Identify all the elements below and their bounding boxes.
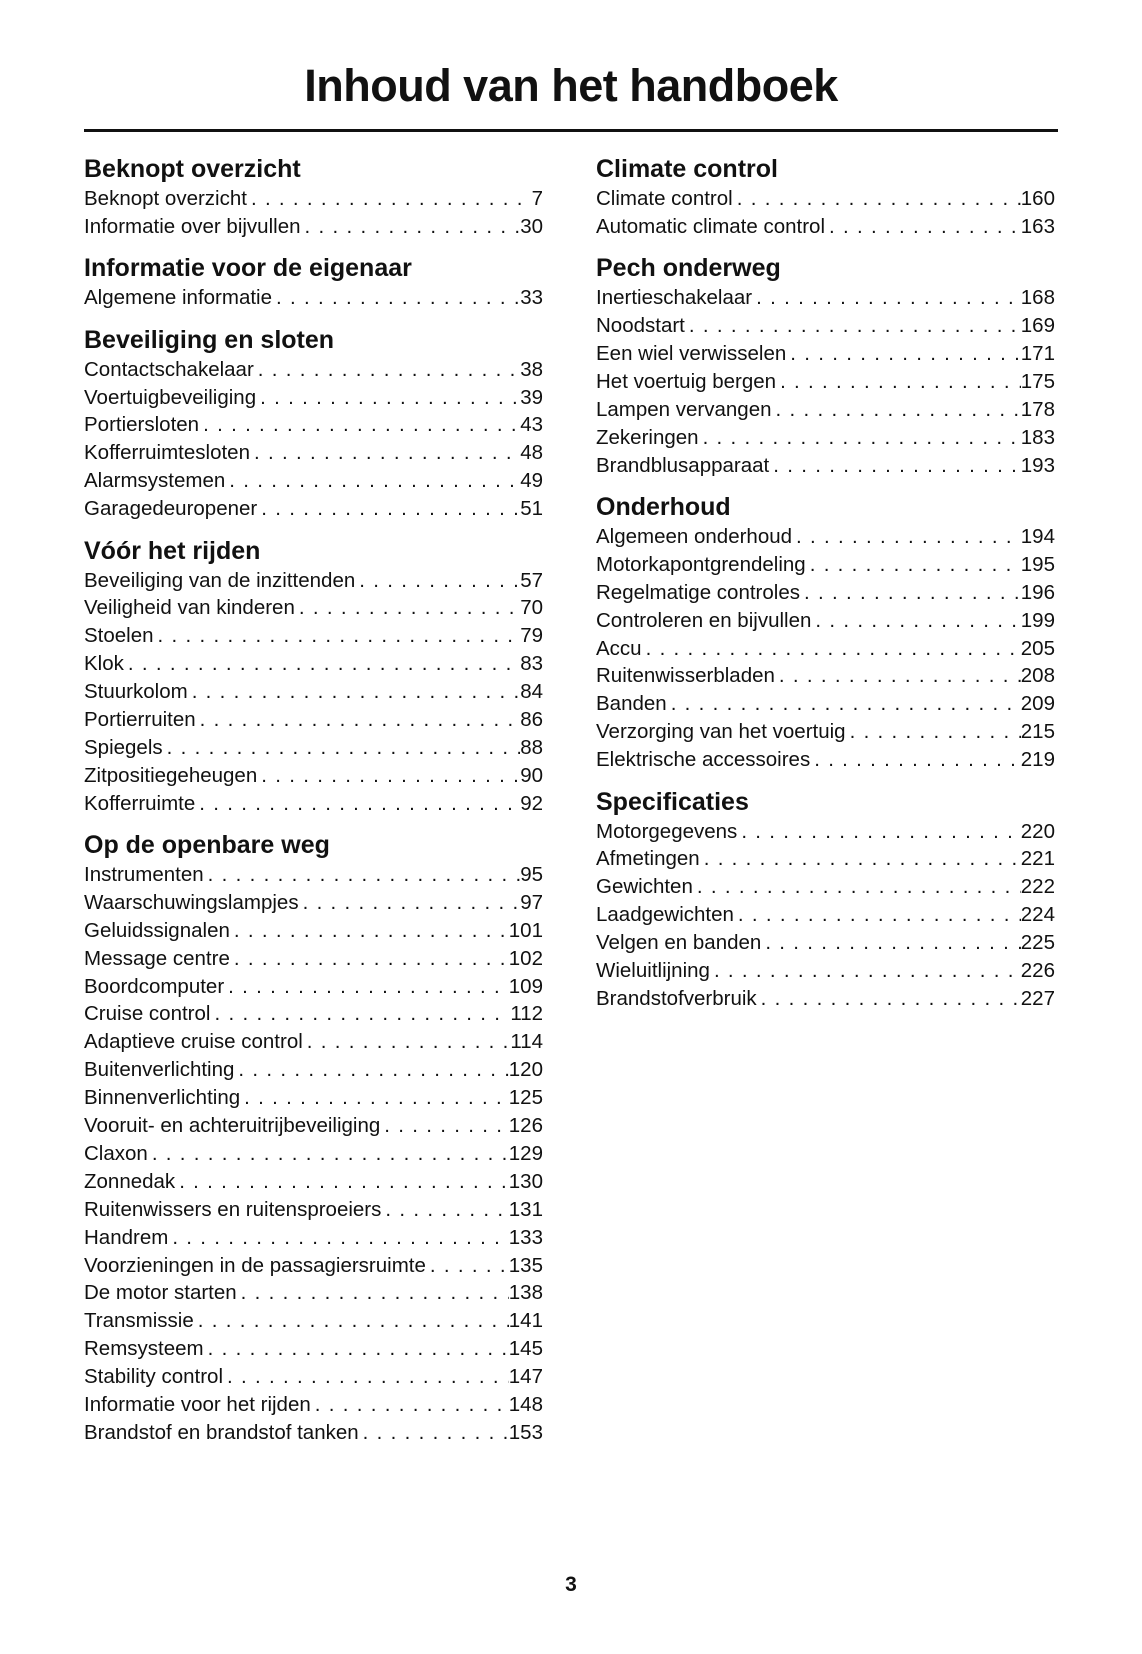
entry-label: Spiegels (84, 735, 163, 759)
toc-entry[interactable] (84, 495, 543, 523)
dot-leader (761, 929, 1020, 957)
toc-entry[interactable] (84, 1363, 543, 1391)
dot-leader (642, 635, 1021, 663)
entry-page-number: 222 (1020, 875, 1055, 899)
toc-entry[interactable] (596, 185, 1055, 213)
toc-entry[interactable] (596, 284, 1055, 312)
entry-label: Climate control (596, 187, 733, 210)
dot-leader (299, 889, 521, 917)
toc-entry[interactable] (84, 889, 543, 917)
entry-page-number: 48 (520, 441, 543, 465)
entry-label: Ruitenwissers en ruitensproeiers (84, 1197, 382, 1221)
entry-page-number: 30 (520, 214, 543, 238)
entry-page-number: 95 (520, 863, 543, 887)
entry-label: Cruise control (84, 1002, 211, 1026)
toc-entry[interactable] (596, 312, 1055, 340)
entry-page-number: 195 (1020, 552, 1055, 576)
toc-entry[interactable] (596, 690, 1055, 718)
dot-leader (699, 424, 1021, 452)
dot-leader (148, 1140, 509, 1168)
entry-page-number: 125 (508, 1086, 543, 1110)
entry-label: Noodstart (596, 314, 685, 338)
dot-leader (256, 384, 520, 412)
toc-entry[interactable] (596, 213, 1055, 241)
dot-leader (250, 439, 520, 467)
dot-leader (194, 1307, 509, 1335)
entry-label: Zekeringen (596, 425, 699, 449)
entry-label: Het voertuig bergen (596, 369, 777, 393)
section-heading: Pech onderweg (596, 254, 781, 283)
toc-entry[interactable] (84, 1391, 543, 1419)
dot-leader (776, 368, 1021, 396)
entry-label: Contactschakelaar (84, 357, 254, 381)
entry-page-number: 90 (520, 763, 543, 787)
dot-leader (247, 185, 521, 213)
toc-entry[interactable] (84, 917, 543, 945)
dot-leader (786, 340, 1021, 368)
dot-leader (301, 213, 521, 241)
entry-page-number: 79 (520, 624, 543, 648)
entry-page-number: 226 (1020, 958, 1055, 982)
toc-entry[interactable] (596, 845, 1055, 873)
toc-entry[interactable] (596, 957, 1055, 985)
page-title: Inhoud van het handboek (304, 60, 838, 111)
entry-label: Afmetingen (596, 847, 700, 871)
toc-section (84, 830, 543, 1447)
entry-page-number: 168 (1020, 286, 1055, 310)
section-heading: Climate control (596, 155, 778, 183)
entry-label: Zonnedak (84, 1169, 176, 1193)
entry-label: Laadgewichten (596, 903, 734, 927)
entry-page-number: 83 (520, 652, 543, 676)
toc-right-column (596, 154, 1055, 1025)
entry-page-number: 215 (1020, 720, 1055, 744)
entry-page-number: 224 (1020, 903, 1055, 927)
entry-page-number: 102 (508, 946, 543, 970)
entry-label: Kofferruimtesloten (84, 441, 250, 465)
entry-label: Lampen vervangen (596, 397, 772, 421)
dot-leader (272, 284, 520, 312)
entry-label: Een wiel verwisselen (596, 342, 787, 366)
entry-page-number: 101 (508, 918, 543, 942)
entry-page-number: 130 (508, 1169, 543, 1193)
entry-label: Instrumenten (84, 863, 204, 887)
dot-leader (230, 917, 509, 945)
toc-entry[interactable] (596, 368, 1055, 396)
toc-entry[interactable] (84, 1000, 543, 1028)
dot-leader (667, 690, 1021, 718)
entry-label: Informatie voor het rijden (84, 1392, 311, 1416)
dot-leader (426, 1252, 509, 1280)
entry-page-number: 92 (520, 791, 543, 815)
entry-label: Brandstofverbruik (596, 986, 757, 1010)
dot-leader (380, 1112, 509, 1140)
dot-leader (175, 1168, 509, 1196)
toc-entry[interactable] (596, 424, 1055, 452)
dot-leader (769, 452, 1021, 480)
toc-entry[interactable] (596, 551, 1055, 579)
dot-leader (737, 818, 1020, 846)
entry-label: Automatic climate control (596, 214, 826, 238)
entry-label: Waarschuwingslampjes (84, 890, 299, 914)
entry-label: Boordcomputer (84, 974, 225, 998)
entry-label: Banden (596, 692, 667, 716)
entry-label: Zitpositiegeheugen (84, 763, 258, 787)
entry-page-number: 219 (1020, 748, 1055, 772)
entry-page-number: 126 (508, 1114, 543, 1138)
toc-section (596, 154, 1055, 241)
entry-label: Message centre (84, 946, 230, 970)
entry-page-number: 227 (1020, 986, 1055, 1010)
toc-entry[interactable] (596, 340, 1055, 368)
dot-leader (734, 901, 1021, 929)
entry-label: Velgen en banden (596, 931, 762, 955)
toc-left-column (84, 154, 543, 1459)
entry-label: Remsysteem (84, 1337, 204, 1361)
toc-entry[interactable] (84, 650, 543, 678)
dot-leader (685, 312, 1021, 340)
entry-page-number: 120 (508, 1058, 543, 1082)
entry-label: Verzorging van het voertuig (596, 720, 846, 744)
toc-entry[interactable] (84, 1140, 543, 1168)
toc-entry[interactable] (84, 467, 543, 495)
page-number: 3 (565, 1573, 577, 1596)
entry-label: Stoelen (84, 624, 154, 648)
toc-entry[interactable] (84, 1335, 543, 1363)
toc-entry[interactable] (84, 1168, 543, 1196)
toc-entry[interactable] (596, 901, 1055, 929)
entry-label: Brandblusapparaat (596, 453, 770, 477)
entry-page-number: 193 (1020, 453, 1055, 477)
entry-page-number: 171 (1020, 342, 1055, 366)
dot-leader (733, 185, 1021, 213)
toc-entry[interactable] (596, 635, 1055, 663)
entry-label: Veiligheid van kinderen (84, 596, 295, 620)
entry-label: Stuurkolom (84, 680, 188, 704)
entry-label: Adaptieve cruise control (84, 1030, 303, 1054)
entry-label: Algemeen onderhoud (596, 525, 793, 549)
dot-leader (825, 213, 1021, 241)
dot-leader (188, 678, 521, 706)
dot-leader (199, 411, 520, 439)
dot-leader (254, 356, 520, 384)
toc-entry[interactable] (596, 662, 1055, 690)
entry-label: Geluidssignalen (84, 918, 230, 942)
dot-leader (757, 985, 1021, 1013)
entry-label: Claxon (84, 1141, 148, 1165)
entry-label: Inertieschakelaar (596, 286, 753, 310)
entry-page-number: 43 (520, 413, 543, 437)
entry-label: Wieluitlijning (596, 958, 710, 982)
toc-entry[interactable] (84, 790, 543, 818)
dot-leader (355, 567, 520, 595)
entry-page-number: 169 (1020, 314, 1055, 338)
entry-label: Buitenverlichting (84, 1058, 235, 1082)
dot-leader (204, 861, 521, 889)
section-heading: Informatie voor de eigenaar (84, 254, 412, 283)
toc-entry[interactable] (84, 973, 543, 1001)
entry-label: Handrem (84, 1225, 169, 1249)
entry-label: Ruitenwisserbladen (596, 664, 775, 688)
toc-entry[interactable] (84, 1056, 543, 1084)
entry-page-number: 194 (1020, 525, 1055, 549)
toc-section (596, 492, 1055, 774)
toc-entry[interactable] (84, 411, 543, 439)
dot-leader (168, 1224, 508, 1252)
entry-label: De motor starten (84, 1281, 237, 1305)
entry-label: Beveiliging van de inzittenden (84, 568, 356, 592)
toc-entry[interactable] (596, 396, 1055, 424)
dot-leader (772, 396, 1021, 424)
dot-leader (210, 1000, 510, 1028)
dot-leader (810, 746, 1021, 774)
entry-label: Vooruit- en achteruitrijbeveiliging (84, 1114, 381, 1138)
entry-page-number: 220 (1020, 819, 1055, 843)
entry-label: Voertuigbeveiliging (84, 385, 257, 409)
entry-label: Garagedeuropener (84, 497, 258, 521)
entry-page-number: 196 (1020, 580, 1055, 604)
toc-entry[interactable] (84, 439, 543, 467)
dot-leader (792, 523, 1021, 551)
toc-entry[interactable] (84, 1252, 543, 1280)
section-heading: Beknopt overzicht (84, 155, 301, 183)
entry-page-number: 33 (520, 286, 543, 310)
section-heading: Op de openbare weg (84, 831, 330, 860)
entry-label: Accu (596, 636, 642, 660)
toc-entry[interactable] (84, 861, 543, 889)
toc-entry[interactable] (84, 185, 543, 213)
entry-page-number: 97 (520, 890, 543, 914)
entry-label: Elektrische accessoires (596, 748, 811, 772)
dot-leader (806, 551, 1021, 579)
dot-leader (124, 650, 520, 678)
dot-leader (295, 594, 520, 622)
dot-leader (303, 1028, 511, 1056)
entry-page-number: 199 (1020, 608, 1055, 632)
toc-entry[interactable] (84, 1084, 543, 1112)
toc-entry[interactable] (596, 985, 1055, 1013)
toc-entry[interactable] (84, 384, 543, 412)
entry-page-number: 209 (1020, 692, 1055, 716)
toc-entry[interactable] (84, 1279, 543, 1307)
entry-label: Kofferruimte (84, 791, 196, 815)
entry-page-number: 57 (520, 568, 543, 592)
entry-label: Brandstof en brandstof tanken (84, 1420, 359, 1444)
title-divider (84, 129, 1058, 132)
toc-entry[interactable] (596, 607, 1055, 635)
toc-entry[interactable] (596, 746, 1055, 774)
section-heading: Beveiliging en sloten (84, 325, 335, 354)
dot-leader (204, 1335, 509, 1363)
toc-entry[interactable] (84, 213, 543, 241)
entry-label: Informatie over bijvullen (84, 214, 301, 238)
entry-page-number: 86 (520, 707, 543, 731)
toc-entry[interactable] (84, 1028, 543, 1056)
dot-leader (240, 1084, 509, 1112)
dot-leader (237, 1279, 509, 1307)
dot-leader (223, 1363, 509, 1391)
entry-page-number: 109 (508, 974, 543, 998)
entry-page-number: 84 (520, 680, 543, 704)
dot-leader (234, 1056, 508, 1084)
entry-label: Portierruiten (84, 707, 196, 731)
dot-leader (224, 973, 509, 1001)
dot-leader (800, 579, 1021, 607)
entry-page-number: 163 (1020, 214, 1055, 238)
entry-page-number: 175 (1020, 369, 1055, 393)
entry-label: Alarmsystemen (84, 469, 226, 493)
entry-label: Controleren en bijvullen (596, 608, 812, 632)
entry-page-number: 129 (508, 1141, 543, 1165)
entry-label: Transmissie (84, 1309, 194, 1333)
entry-label: Voorzieningen in de passagiersruimte (84, 1253, 426, 1277)
toc-entry[interactable] (84, 356, 543, 384)
toc-entry[interactable] (596, 523, 1055, 551)
entry-page-number: 133 (508, 1225, 543, 1249)
dot-leader (710, 957, 1021, 985)
toc-section (596, 253, 1055, 479)
toc-entry[interactable] (84, 1112, 543, 1140)
entry-label: Binnenverlichting (84, 1086, 241, 1110)
dot-leader (311, 1391, 509, 1419)
entry-page-number: 153 (508, 1420, 543, 1444)
dot-leader (693, 873, 1021, 901)
toc-entry[interactable] (84, 734, 543, 762)
toc-entry[interactable] (596, 452, 1055, 480)
entry-page-number: 208 (1020, 664, 1055, 688)
dot-leader (700, 845, 1021, 873)
entry-label: Algemene informatie (84, 286, 273, 310)
dot-leader (359, 1419, 509, 1447)
entry-page-number: 39 (520, 385, 543, 409)
entry-page-number: 225 (1020, 931, 1055, 955)
entry-page-number: 131 (508, 1197, 543, 1221)
entry-page-number: 135 (508, 1253, 543, 1277)
entry-page-number: 183 (1020, 425, 1055, 449)
toc-entry[interactable] (84, 284, 543, 312)
entry-page-number: 145 (508, 1337, 543, 1361)
dot-leader (195, 790, 520, 818)
toc-entry[interactable] (84, 567, 543, 595)
entry-page-number: 38 (520, 357, 543, 381)
entry-page-number: 7 (531, 187, 543, 210)
section-heading: Vóór het rijden (84, 536, 261, 565)
toc-entry[interactable] (84, 945, 543, 973)
dot-leader (775, 662, 1021, 690)
toc-entry[interactable] (84, 1419, 543, 1447)
section-heading: Specificaties (596, 787, 749, 816)
entry-page-number: 178 (1020, 397, 1055, 421)
dot-leader (163, 734, 521, 762)
toc-entry[interactable] (596, 929, 1055, 957)
entry-label: Klok (84, 652, 124, 676)
toc-section (84, 154, 543, 241)
toc-entry[interactable] (84, 706, 543, 734)
entry-label: Portiersloten (84, 413, 200, 437)
toc-entry[interactable] (84, 1224, 543, 1252)
toc-entry[interactable] (596, 818, 1055, 846)
toc-section (84, 253, 543, 312)
entry-page-number: 205 (1020, 636, 1055, 660)
toc-entry[interactable] (84, 678, 543, 706)
entry-label: Regelmatige controles (596, 580, 800, 604)
entry-label: Motorgegevens (596, 819, 738, 843)
dot-leader (846, 718, 1021, 746)
entry-page-number: 160 (1020, 187, 1055, 210)
toc-section (84, 536, 543, 818)
entry-page-number: 51 (520, 497, 543, 521)
dot-leader (381, 1196, 508, 1224)
toc-entry[interactable] (84, 762, 543, 790)
entry-label: Stability control (84, 1365, 224, 1389)
entry-page-number: 148 (508, 1392, 543, 1416)
toc-entry[interactable] (84, 622, 543, 650)
entry-page-number: 49 (520, 469, 543, 493)
toc-section (596, 787, 1055, 1013)
section-heading: Onderhoud (596, 493, 731, 522)
dot-leader (230, 945, 509, 973)
dot-leader (196, 706, 521, 734)
entry-page-number: 147 (508, 1365, 543, 1389)
entry-page-number: 138 (508, 1281, 543, 1305)
entry-label: Gewichten (596, 875, 693, 899)
entry-page-number: 221 (1020, 847, 1055, 871)
toc-entry[interactable] (596, 873, 1055, 901)
entry-label: Motorkapontgrendeling (596, 552, 806, 576)
dot-leader (154, 622, 521, 650)
toc-entry[interactable] (84, 594, 543, 622)
dot-leader (811, 607, 1020, 635)
dot-leader (257, 762, 520, 790)
toc-entry[interactable] (596, 579, 1055, 607)
toc-entry[interactable] (84, 1307, 543, 1335)
entry-page-number: 114 (510, 1030, 543, 1054)
entry-label: Beknopt overzicht (84, 187, 247, 210)
toc-entry[interactable] (84, 1196, 543, 1224)
toc-entry[interactable] (596, 718, 1055, 746)
entry-page-number: 112 (510, 1002, 543, 1026)
entry-page-number: 141 (508, 1309, 543, 1333)
dot-leader (257, 495, 520, 523)
entry-page-number: 88 (520, 735, 543, 759)
toc-section (84, 325, 543, 523)
dot-leader (225, 467, 520, 495)
entry-page-number: 70 (520, 596, 543, 620)
dot-leader (752, 284, 1021, 312)
